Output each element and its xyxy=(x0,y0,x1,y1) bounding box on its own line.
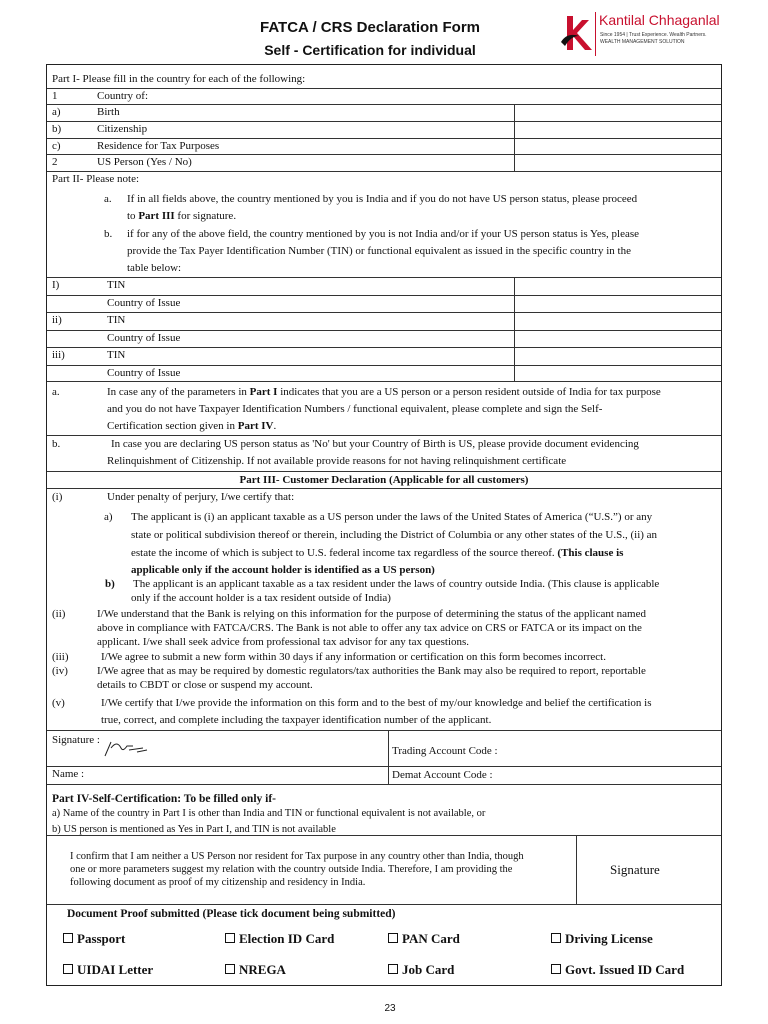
country-of-issue-label: Country of Issue xyxy=(107,367,181,379)
clause-a-line-2: state or political subdivision thereof or therein, including the District of Columbia or any other states of the U.S., (ii) an xyxy=(131,529,658,541)
clause-iv-line-1: I/We agree that as may be required by domestic regulators/tax authorities the Bank may also be required to report, reportable xyxy=(97,665,646,677)
tin-label: TIN xyxy=(107,279,126,291)
row-index: b) xyxy=(52,123,62,135)
clause-v-line-2: true, correct, and complete including the taxpayer identification number of the applicant. xyxy=(101,714,492,726)
tin-index: iii) xyxy=(52,349,65,361)
country-of-issue-2-field[interactable] xyxy=(515,331,721,347)
page-number: 23 xyxy=(384,1003,396,1014)
us-person-label: US Person (Yes / No) xyxy=(97,156,192,168)
note-b-text-3: table below: xyxy=(127,262,182,274)
clause-index: b) xyxy=(105,578,115,590)
clause-a-line-4: applicable only if the account holder is identified as a US person) xyxy=(131,564,435,576)
country-of-issue-label: Country of Issue xyxy=(107,297,181,309)
govt-id-checkbox[interactable] xyxy=(551,964,561,974)
clause-index: (i) xyxy=(52,491,63,503)
declaration-form xyxy=(46,64,722,986)
clause-ii-line-1: I/We understand that the Bank is relying on this information for the purpose of determining the status of the applicant named xyxy=(97,608,646,620)
confirm-line-1: I confirm that I am neither a US Person nor resident for Tax purpose in any country other than India, though xyxy=(70,851,524,862)
country-of-issue-label: Country of Issue xyxy=(107,332,181,344)
pan-card-option[interactable]: PAN Card xyxy=(388,931,460,947)
job-card-checkbox[interactable] xyxy=(388,964,398,974)
clause-a-line-1: The applicant is (i) an applicant taxable as a US person under the laws of the United States of America (“U.S.”) or any xyxy=(131,511,653,523)
part4-condition-a: a) Name of the country in Part I is other than India and TIN or functional equivalent is not available, or xyxy=(52,808,486,819)
logo-divider xyxy=(595,12,596,56)
self-certification-box xyxy=(47,835,721,905)
part1-heading: Part I- Please fill in the country for each of the following: xyxy=(52,73,306,85)
document-proof-heading: Document Proof submitted (Please tick document being submitted) xyxy=(67,908,396,920)
tin-2-field[interactable] xyxy=(515,313,721,330)
clause-ii-line-3: applicant. I/we shall seek advice from professional tax advisor for any tax questions. xyxy=(97,636,470,648)
pan-card-checkbox[interactable] xyxy=(388,933,398,943)
clause-ii-line-2: above in compliance with FATCA/CRS. The Bank is not able to offer any tax advice on CRS or FATCA or its impact on the xyxy=(97,622,642,634)
clause-iv-line-2: details to CBDT or close or suspend my account. xyxy=(97,679,313,691)
nrega-checkbox[interactable] xyxy=(225,964,235,974)
driving-license-option[interactable]: Driving License xyxy=(551,931,653,947)
country-of-issue-1-field[interactable] xyxy=(515,296,721,312)
birth-country-field[interactable] xyxy=(515,105,721,121)
note-b-text: if for any of the above field, the country mentioned by you is not India and/or if your US person status is Yes, please xyxy=(127,228,640,240)
clause-index: a) xyxy=(104,511,113,523)
part4-signature-field[interactable] xyxy=(577,836,721,904)
citizenship-label: Citizenship xyxy=(97,123,148,135)
clause-iii-line-1: I/We agree to submit a new form within 30 days if any information or certification on this form becomes incorrect. xyxy=(101,651,606,663)
note-index: a. xyxy=(104,193,112,205)
part2-heading: Part II- Please note: xyxy=(52,173,140,185)
clause-index: (ii) xyxy=(52,608,66,620)
clause-index: (v) xyxy=(52,697,65,709)
us-person-field[interactable] xyxy=(515,155,721,171)
passport-option[interactable]: Passport xyxy=(63,931,125,947)
job-card-option[interactable]: Job Card xyxy=(388,962,454,978)
tin-label: TIN xyxy=(107,349,126,361)
row-index: a) xyxy=(52,106,61,118)
trading-account-label: Trading Account Code : xyxy=(392,745,498,757)
clause-a-line-3: estate the income of which is subject to U.S. federal income tax regardless of the source thereof. (This clause is xyxy=(131,547,624,559)
birth-label: Birth xyxy=(97,106,120,118)
passport-checkbox[interactable] xyxy=(63,933,73,943)
clause-index: (iv) xyxy=(52,665,68,677)
election-id-option[interactable]: Election ID Card xyxy=(225,931,334,947)
para-b-line-1: In case you are declaring US person status as 'No' but your Country of Birth is US, please provide document evidencing xyxy=(111,438,639,450)
part3-heading: Part III- Customer Declaration (Applicable for all customers) xyxy=(239,474,529,486)
confirm-line-2: one or more parameters suggest my relation with the country outside India. Therefore, I am providing the xyxy=(70,864,513,875)
clause-b-line-1: The applicant is an applicant taxable as a tax resident under the laws of country outside India. (This clause is applicable xyxy=(133,578,660,590)
uidai-letter-option[interactable]: UIDAI Letter xyxy=(63,962,153,978)
logo-name: Kantilal Chhaganlal xyxy=(599,12,720,28)
note-b-text-2: provide the Tax Payer Identification Number (TIN) or functional equivalent as issued in the specific country in the xyxy=(127,245,631,257)
name-label: Name : xyxy=(52,768,85,780)
tin-label: TIN xyxy=(107,314,126,326)
demat-account-field[interactable] xyxy=(507,767,721,783)
note-index: b. xyxy=(104,228,113,240)
part4-signature-label: Signature xyxy=(610,862,660,877)
uidai-letter-checkbox[interactable] xyxy=(63,964,73,974)
company-logo xyxy=(557,8,737,56)
para-a-line-1: In case any of the parameters in Part I indicates that you are a US person or a person resident outside of India for tax purpose xyxy=(107,386,661,398)
election-id-checkbox[interactable] xyxy=(225,933,235,943)
demat-account-label: Demat Account Code : xyxy=(392,769,493,781)
clause-v-line-1: I/We certify that I/we provide the information on this form and to the best of my/our knowledge and belief the certification is xyxy=(101,697,652,709)
tax-residence-field[interactable] xyxy=(515,139,721,154)
clause-b-line-2: only if the account holder is a tax resident outside of India) xyxy=(131,592,391,604)
driving-license-checkbox[interactable] xyxy=(551,933,561,943)
para-a-line-3: Certification section given in Part IV. xyxy=(107,420,277,432)
para-index: a. xyxy=(52,386,60,398)
name-field[interactable] xyxy=(92,767,387,783)
row-index: c) xyxy=(52,140,61,152)
tin-index: ii) xyxy=(52,314,62,326)
tin-3-field[interactable] xyxy=(515,348,721,365)
signature-scribble-icon xyxy=(103,738,153,760)
part4-condition-b: b) US person is mentioned as Yes in Part I, and TIN is not available xyxy=(52,824,336,835)
tin-index: I) xyxy=(52,279,60,291)
tin-1-field[interactable] xyxy=(515,278,721,295)
row-index: 2 xyxy=(52,156,58,168)
form-subtitle: Self - Certification for individual xyxy=(264,42,476,58)
perjury-text: Under penalty of perjury, I/we certify that: xyxy=(107,491,295,503)
para-b-line-2: Relinquishment of Citizenship. If not available provide reasons for not having relinquishment certificate xyxy=(107,455,567,467)
signature-label: Signature : xyxy=(52,734,100,746)
note-a-text: If in all fields above, the country mentioned by you is India and if you do not have US person status, please proceed xyxy=(127,193,638,205)
country-num: 1 xyxy=(52,90,58,102)
clause-index: (iii) xyxy=(52,651,69,663)
confirm-line-3: following document as proof of my citizenship and residency in India. xyxy=(70,877,366,888)
note-a-text-2: to Part III for signature. xyxy=(127,210,237,222)
para-index: b. xyxy=(52,438,61,450)
country-of-issue-3-field[interactable] xyxy=(515,366,721,381)
logo-tagline: Since 1954 | Trust Experience. Wealth Partners. WEALTH MANAGEMENT SOLUTION xyxy=(600,32,707,45)
citizenship-country-field[interactable] xyxy=(515,122,721,138)
trading-account-field[interactable] xyxy=(517,731,721,765)
signature-field[interactable] xyxy=(157,731,387,765)
govt-id-option[interactable]: Govt. Issued ID Card xyxy=(551,962,684,978)
tax-residence-label: Residence for Tax Purposes xyxy=(97,140,220,152)
nrega-option[interactable]: NREGA xyxy=(225,962,286,978)
para-a-line-2: and you do not have Taxpayer Identification Numbers / functional equivalent, please complete and sign the Self- xyxy=(107,403,603,415)
kc-logo-icon xyxy=(557,14,593,54)
country-of-label: Country of: xyxy=(97,90,149,102)
form-title: FATCA / CRS Declaration Form xyxy=(259,19,481,36)
part4-heading: Part IV-Self-Certification: To be filled only if- xyxy=(52,793,277,805)
